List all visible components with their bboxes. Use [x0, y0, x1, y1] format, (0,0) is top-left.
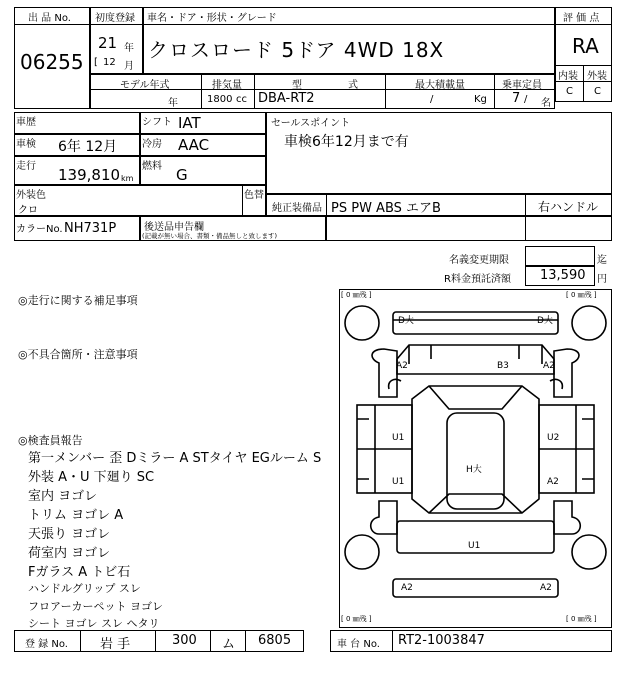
color-vdivider — [242, 185, 243, 216]
displacement: 1800 — [207, 94, 233, 105]
name-change-unit: 迄 — [597, 255, 607, 266]
color-no-value: NH731P — [64, 221, 117, 236]
capacity: 7 — [512, 91, 521, 106]
spec-v4 — [494, 74, 495, 109]
mark-rear-bumper-right: A2 — [540, 583, 552, 593]
eval-label: 評 価 点 — [563, 13, 600, 24]
recycle-unit: 円 — [597, 274, 607, 285]
reg-v2 — [155, 630, 156, 652]
tire-label-front-left: [ 0 ㎜残 ] — [341, 291, 372, 299]
rear-fender-right — [554, 501, 580, 534]
mark-hood: B3 — [497, 361, 509, 371]
equipment-row2 — [326, 216, 612, 241]
mark-rear-door-left: U1 — [392, 477, 405, 487]
mark-rear-bumper-left: A2 — [401, 583, 413, 593]
reg-number: 6805 — [258, 633, 292, 648]
equip-v2 — [525, 194, 526, 216]
year-unit: 年 — [124, 43, 134, 54]
capacity-unit: 名 — [541, 98, 551, 109]
front-bumper — [393, 312, 558, 334]
inspection-value: 6年 12月 — [58, 139, 118, 155]
postreport-label: 後送品申告欄 — [144, 222, 204, 233]
inspector-line: トリム ヨゴレ A — [28, 508, 124, 523]
chassis-label: 車 台 No. — [337, 639, 380, 650]
equipment-items: PS PW ABS エアB — [331, 201, 441, 216]
name-change-label: 名義変更期限 — [449, 255, 509, 266]
shift-label: シフト — [142, 117, 172, 128]
lot-number: 06255 — [20, 50, 84, 74]
capacity-label: 乗車定員 — [502, 80, 542, 91]
repaint-label: 色替 — [244, 190, 264, 201]
car-diagram — [339, 289, 612, 628]
inspector-line: フロアーカーペット ヨゴレ — [28, 600, 163, 613]
recycle-label: R料金預託済額 — [444, 274, 511, 285]
recycle-value: 13,590 — [540, 268, 586, 283]
car-name: クロスロード 5ドア 4WD 18X — [148, 38, 445, 62]
front-fender-left — [372, 349, 397, 397]
first-reg-divider — [90, 24, 143, 25]
payload-sep: / — [430, 94, 434, 105]
eval-score: RA — [572, 34, 599, 58]
spec-v3 — [385, 74, 386, 109]
tire-front-left — [345, 306, 379, 340]
inspector-line: 外装 A・U 下廻り SC — [28, 470, 155, 485]
mark-front-fender-left: A2 — [396, 361, 408, 371]
eval-vdivider — [583, 65, 584, 102]
reg-class: 300 — [172, 633, 197, 648]
history-label: 車歴 — [16, 117, 36, 128]
ac-value: AAC — [178, 136, 210, 154]
reg-region: 岩 手 — [100, 637, 131, 652]
first-reg-month-open: [ — [94, 57, 98, 68]
fuel-label: 燃料 — [142, 161, 162, 172]
sales-label: セールスポイント — [271, 118, 351, 129]
shift-value: IAT — [178, 114, 201, 132]
equipment-label: 純正装備品 — [272, 203, 322, 214]
spec-v2 — [254, 74, 255, 109]
inspector-line: シート ヨゴレ スレ ヘタリ — [28, 617, 160, 630]
displacement-unit: cc — [236, 94, 247, 105]
tire-rear-right — [572, 535, 606, 569]
reg-v4 — [245, 630, 246, 652]
type-label-2: 式 — [348, 80, 358, 91]
handle-type: 右ハンドル — [538, 200, 599, 214]
payload-label: 最大積載量 — [415, 80, 465, 91]
car-name-divider — [143, 24, 555, 25]
reg-label: 登 録 No. — [25, 639, 68, 650]
rear-bumper — [393, 579, 558, 597]
car-name-label: 車名・ドア・形状・グレード — [147, 13, 277, 24]
inspector-line: ハンドルグリップ スレ — [28, 582, 141, 595]
reg-v3 — [210, 630, 211, 652]
equip-v1 — [326, 194, 327, 216]
mark-rear-door-right: A2 — [547, 477, 559, 487]
first-reg-month: 12 — [103, 57, 116, 68]
equip-row2-v — [525, 216, 526, 241]
tire-label-front-right: [ 0 ㎜残 ] — [566, 291, 597, 299]
hood — [397, 345, 554, 374]
interior-label: 内装 — [558, 71, 578, 82]
eval-divider-3 — [555, 81, 612, 82]
lot-divider — [14, 24, 90, 25]
tire-front-right — [572, 306, 606, 340]
first-reg-label: 初度登録 — [95, 13, 135, 24]
exterior-grade: C — [594, 86, 601, 97]
color-box — [14, 185, 266, 216]
mark-roof: H大 — [466, 465, 482, 475]
mark-front-door-left: U1 — [392, 433, 405, 443]
mark-back-door: U1 — [468, 541, 481, 551]
month-unit: 月 — [124, 61, 134, 72]
mileage-label: 走行 — [16, 161, 36, 172]
defect-note-label: ◎不具合箇所・注意事項 — [18, 348, 138, 361]
chassis-v — [392, 630, 393, 652]
reg-kana: ム — [222, 637, 236, 652]
postreport-note: (記載が無い場合、書類・備品無しと致します) — [142, 232, 278, 240]
exterior-label: 外装 — [587, 71, 607, 82]
mark-front-door-right: U2 — [547, 433, 560, 443]
payload-unit: Kg — [474, 94, 487, 105]
name-change-box — [525, 246, 595, 266]
tire-rear-left — [345, 535, 379, 569]
inspector-label: ◎検査員報告 — [18, 434, 83, 447]
capacity-sep: / — [524, 94, 528, 105]
color-value: クロ — [18, 205, 38, 216]
reg-v1 — [80, 630, 81, 652]
displacement-label: 排気量 — [212, 80, 242, 91]
fuel-value: G — [176, 166, 188, 184]
inspector-line: 荷室内 ヨゴレ — [28, 546, 111, 561]
sales-text: 車検6年12月まで有 — [284, 134, 409, 150]
inspector-line: 天張り ヨゴレ — [28, 527, 111, 542]
inspector-line: 第一メンバー 歪 Dミラー A STタイヤ EGルーム S — [28, 451, 322, 466]
model-code: DBA-RT2 — [258, 91, 315, 106]
rear-fender-left — [371, 501, 397, 534]
mark-front-bumper-right: D大 — [537, 316, 553, 326]
ac-label: 冷房 — [142, 139, 162, 150]
front-fender-right — [554, 349, 579, 397]
first-reg-year: 21 — [98, 34, 118, 52]
tire-label-rear-right: [ 0 ㎜残 ] — [566, 615, 597, 623]
mark-front-bumper-left: D大 — [398, 316, 414, 326]
chassis-no: RT2-1003847 — [398, 633, 485, 648]
mileage-unit: km — [121, 174, 134, 183]
model-year-label: モデル年式 — [120, 80, 170, 91]
color-label: 外装色 — [16, 190, 46, 201]
spec-v1 — [201, 74, 202, 109]
color-no-label: カラーNo. — [16, 224, 63, 235]
inspection-label: 車検 — [16, 139, 36, 150]
model-year-unit: 年 — [168, 98, 178, 109]
lot-label: 出 品 No. — [28, 13, 71, 24]
inspector-line: 室内 ヨゴレ — [28, 489, 98, 504]
type-label: 型 — [292, 80, 302, 91]
driving-note-label: ◎走行に関する補足事項 — [18, 294, 138, 307]
interior-grade: C — [566, 86, 573, 97]
tire-label-rear-left: [ 0 ㎜残 ] — [341, 615, 372, 623]
eval-divider — [555, 24, 612, 25]
mark-front-fender-right: A2 — [543, 361, 555, 371]
mileage-value: 139,810 — [58, 166, 121, 184]
inspector-line: Fガラス A トビ石 — [28, 565, 131, 580]
